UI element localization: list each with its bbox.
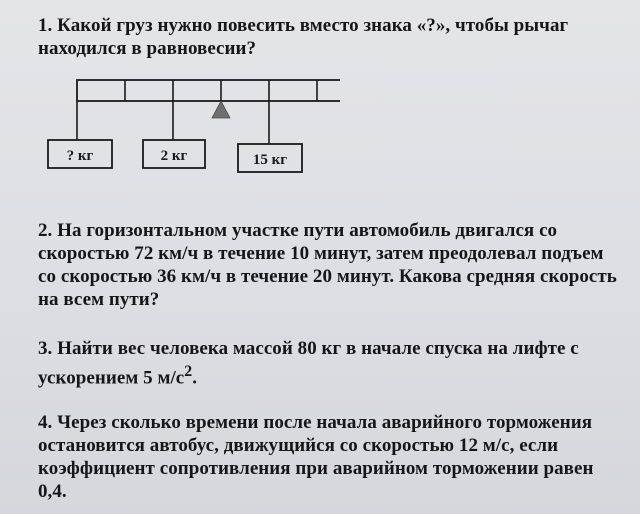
fulcrum-triangle: [212, 101, 230, 118]
problem-3-period: .: [192, 367, 198, 389]
problem-3-text: Найти вес человека массой 80 кг в начале спуска на лифте с ускорением 5 м/с: [38, 338, 579, 389]
problem-2-text: На горизонтальном участке пути автомобиль двигался со скоростью 72 км/ч в течение 10 минут, затем преодолевал подъем со скоростью 36 км/ч в течение 20 минут. Какова средняя скорость на всем пути?: [38, 220, 617, 310]
problem-3: [38, 337, 618, 389]
problem-4-text: Через сколько времени после начала аварийного торможения остановится автобус, движущийся со скоростью 12 м/с, если коэффициент сопротивления при аварийном торможении равен 0,4.: [38, 412, 594, 502]
problem-3-number: 3.: [38, 338, 53, 359]
weight-15kg-label: 15 кг: [252, 152, 288, 168]
lever-diagram: [40, 70, 340, 182]
lever-bar-outline: [77, 80, 340, 101]
problem-3-exponent: 2: [184, 363, 193, 380]
problem-1: [38, 14, 618, 60]
problem-4-number: 4.: [38, 412, 53, 433]
lever-bar: [77, 80, 340, 101]
problem-2: [38, 219, 618, 311]
weight-2kg: [143, 101, 205, 168]
problem-1-text: Какой груз нужно повесить вместо знака «?», чтобы рычаг находился в равновесии?: [38, 15, 569, 59]
problem-4: [38, 411, 618, 503]
problem-2-number: 2.: [38, 220, 53, 241]
weight-unknown: [48, 101, 112, 168]
weight-15kg: [238, 101, 302, 172]
problem-1-number: 1.: [38, 15, 53, 36]
weight-unknown-label: ? кг: [66, 148, 94, 164]
weight-2kg-label: 2 кг: [160, 148, 188, 164]
